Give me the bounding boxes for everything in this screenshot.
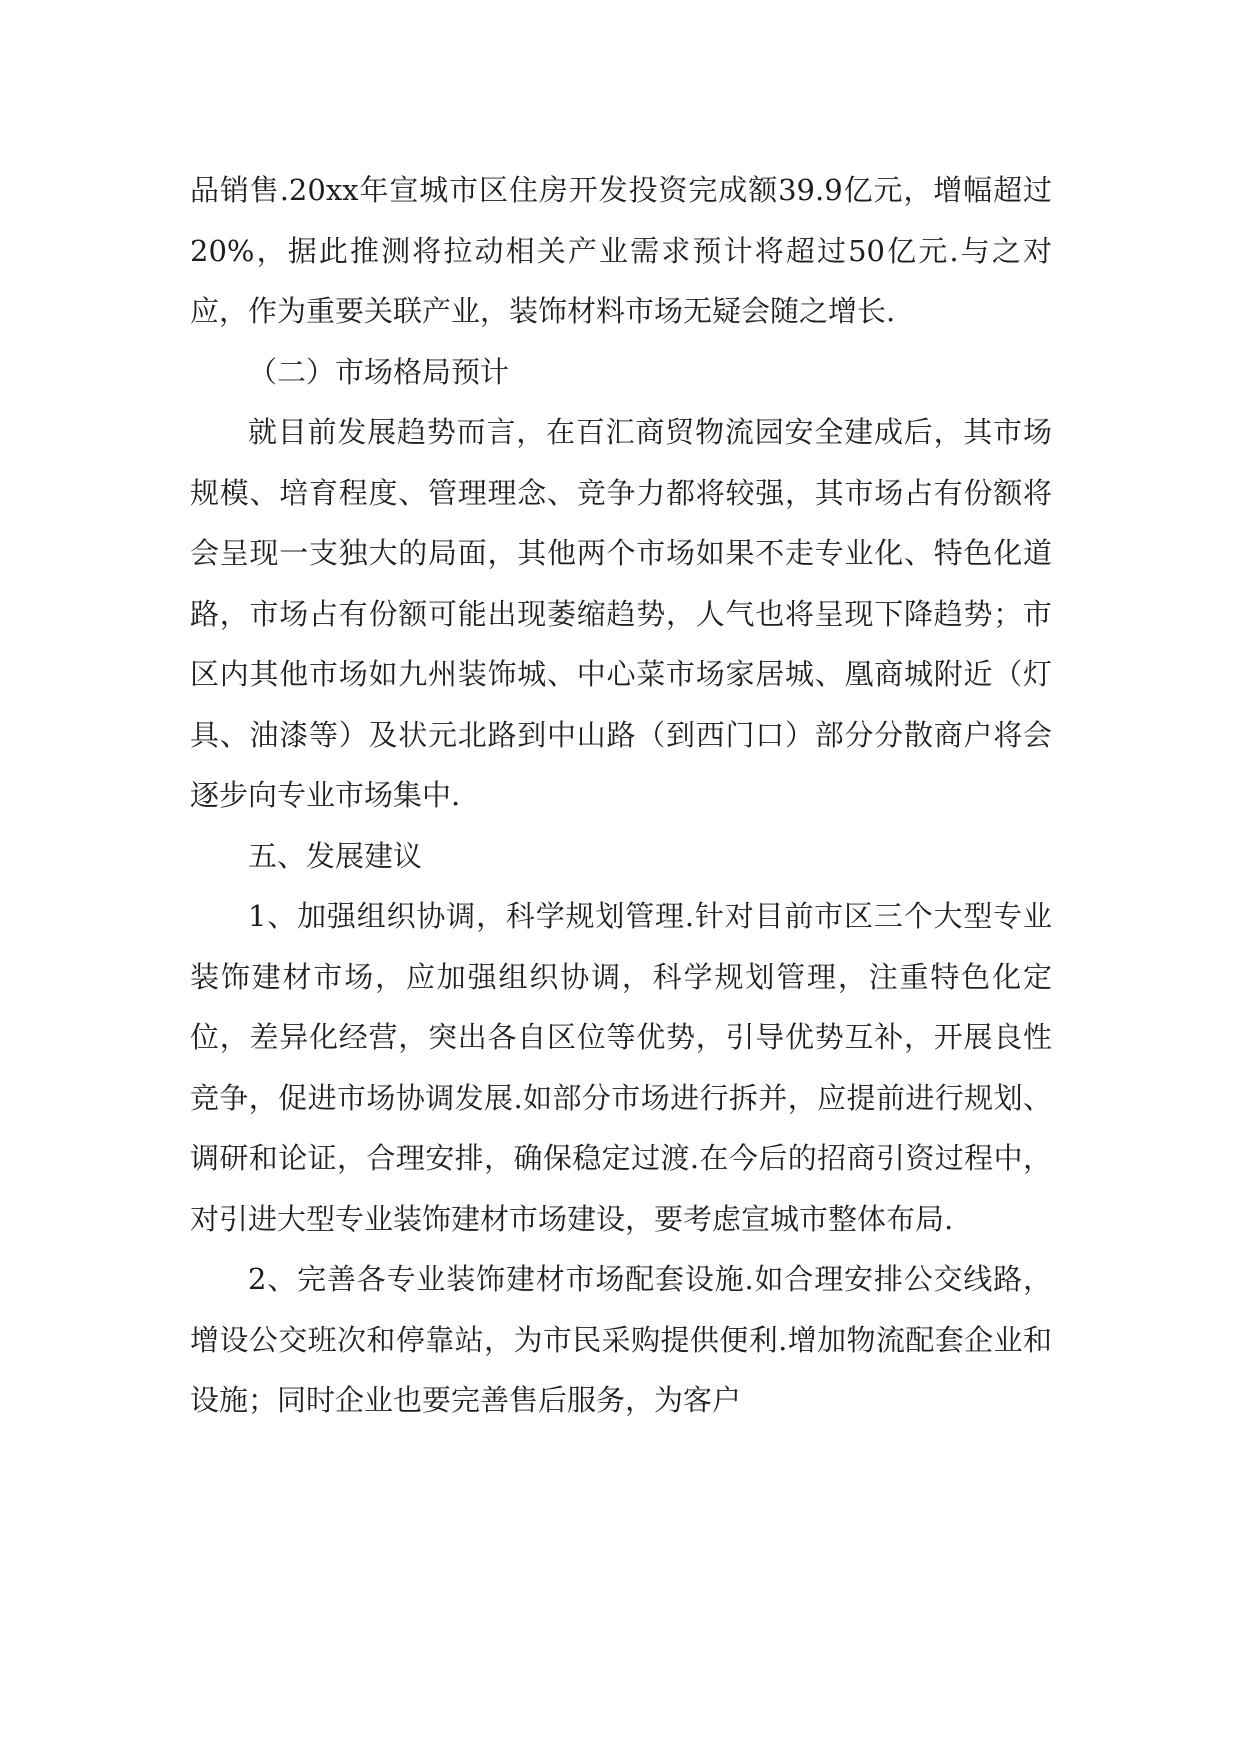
heading-market-pattern: （二）市场格局预计 — [248, 354, 510, 389]
document-body — [190, 160, 1052, 1431]
paragraph-housing-investment: 品销售.20xx年宣城市区住房开发投资完成额39.9亿元，增幅超过20%，据此推测将拉动相关产业需求预计将超过50亿元.与之对应，作为重要关联产业，装饰材料市场无疑会随之增长. — [190, 173, 1052, 328]
paragraph-market-trend: 就目前发展趋势而言，在百汇商贸物流园安全建成后，其市场规模、培育程度、管理理念、竞争力都将较强，其市场占有份额将会呈现一支独大的局面，其他两个市场如果不走专业化、特色化道路，市场占有份额可能出现萎缩趋势，人气也将呈现下降趋势；市区内其他市场如九州装饰城、中心菜市场家居城、凰商城附近（灯具、油漆等）及状元北路到中山路（到西门口）部分分散商户将会逐步向专业市场集中. — [190, 415, 1052, 812]
paragraph-suggestion-1: 1、加强组织协调，科学规划管理.针对目前市区三个大型专业装饰建材市场，应加强组织协调，科学规划管理，注重特色化定位，差异化经营，突出各自区位等优势，引导优势互补，开展良性竞争，促进市场协调发展.如部分市场进行拆并，应提前进行规划、调研和论证，合理安排，确保稳定过渡.在今后的招商引资过程中，对引进大型专业装饰建材市场建设，要考虑宣城市整体布局. — [190, 899, 1052, 1236]
heading-development-suggestions: 五、发展建议 — [248, 838, 423, 873]
paragraph-suggestion-2: 2、完善各专业装饰建材市场配套设施.如合理安排公交线路，增设公交班次和停靠站，为市民采购提供便利.增加物流配套企业和设施；同时企业也要完善售后服务，为客户 — [190, 1262, 1052, 1417]
